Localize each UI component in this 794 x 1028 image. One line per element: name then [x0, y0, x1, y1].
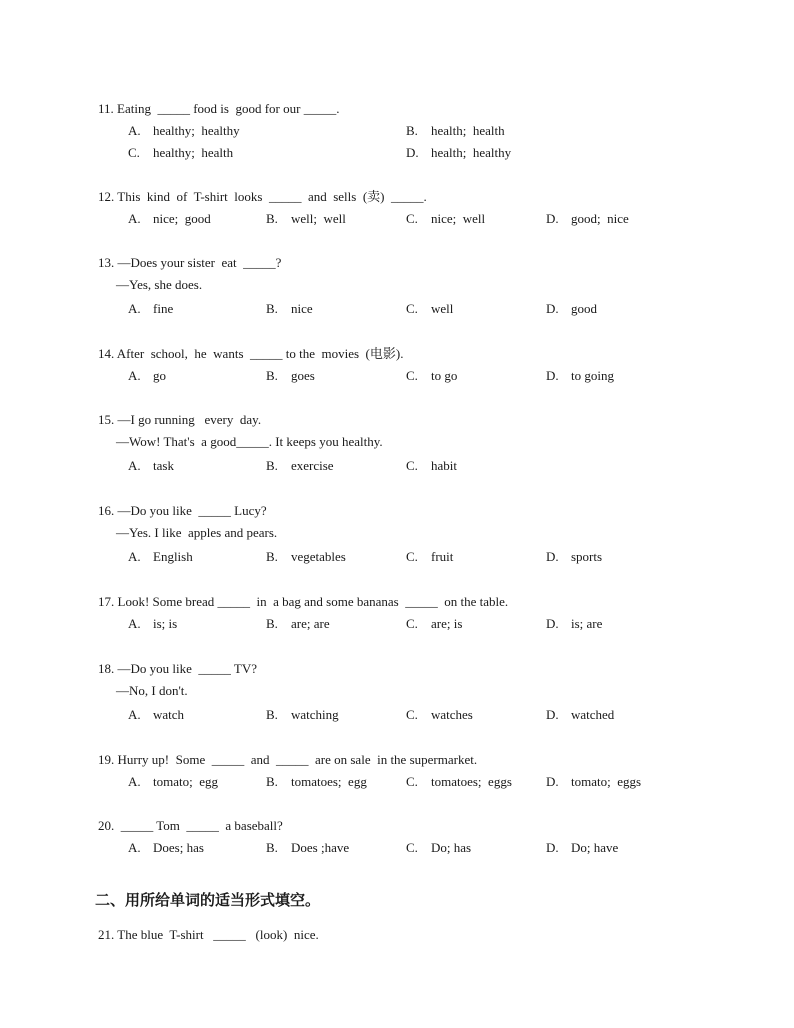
option-d[interactable] — [546, 211, 629, 227]
option-a[interactable] — [128, 211, 211, 227]
option-b[interactable] — [266, 616, 330, 632]
option-letter: B. — [266, 616, 278, 631]
question-14 — [98, 346, 738, 390]
option-text: tomato; egg — [153, 774, 218, 789]
option-text: sports — [571, 549, 603, 564]
option-letter: A. — [128, 707, 141, 722]
option-letter: A. — [128, 616, 141, 631]
option-letter: A. — [128, 549, 141, 564]
option-letter: C. — [406, 840, 418, 855]
option-b[interactable] — [266, 840, 349, 856]
question-stem: 13. —Does your sister eat _____? — [98, 255, 282, 270]
options-row — [98, 707, 738, 723]
option-d[interactable] — [546, 774, 641, 790]
option-c[interactable] — [406, 774, 512, 790]
question-12 — [98, 189, 738, 233]
option-text: healthy; healthy — [153, 123, 240, 138]
options-row — [98, 145, 738, 161]
option-text: healthy; health — [153, 145, 234, 160]
option-letter: B. — [266, 840, 278, 855]
option-c[interactable] — [406, 458, 457, 474]
option-text: habit — [431, 458, 457, 473]
question-stem: 20. _____ Tom _____ a baseball? — [98, 818, 283, 833]
options-row — [98, 840, 738, 856]
option-c[interactable] — [406, 301, 453, 317]
option-letter: C. — [406, 211, 418, 226]
option-d[interactable] — [546, 840, 618, 856]
option-text: nice — [291, 301, 313, 316]
question-19 — [98, 752, 738, 796]
option-text: fine — [153, 301, 174, 316]
option-text: health; health — [431, 123, 505, 138]
option-c[interactable] — [406, 211, 485, 227]
option-a[interactable] — [128, 458, 174, 474]
question-stem: 15. —I go running every day. — [98, 412, 262, 427]
option-letter: D. — [546, 301, 559, 316]
option-text: tomatoes; egg — [291, 774, 367, 789]
option-a[interactable] — [128, 368, 166, 384]
option-text: is; are — [571, 616, 603, 631]
question-18 — [98, 661, 738, 729]
option-text: are; are — [291, 616, 330, 631]
question-stem: 12. This kind of T-shirt looks _____ and sells (卖) _____. — [98, 189, 427, 204]
options-row — [98, 549, 738, 565]
question-stem: 16. —Do you like _____ Lucy? — [98, 503, 267, 518]
option-letter: D. — [546, 549, 559, 564]
question-21: 21. The blue T-shirt _____ (look) nice. — [98, 927, 319, 942]
option-letter: D. — [546, 368, 559, 383]
option-letter: C. — [128, 145, 140, 160]
option-text: vegetables — [291, 549, 346, 564]
option-text: health; healthy — [431, 145, 512, 160]
option-letter: D. — [546, 774, 559, 789]
option-d[interactable] — [406, 145, 511, 161]
option-d[interactable] — [546, 707, 614, 723]
option-letter: D. — [546, 616, 559, 631]
option-text: watching — [291, 707, 339, 722]
option-letter: A. — [128, 774, 141, 789]
option-c[interactable] — [406, 840, 471, 856]
option-c[interactable] — [406, 549, 453, 565]
option-text: go — [153, 368, 166, 383]
options-row — [98, 123, 738, 139]
option-letter: C. — [406, 707, 418, 722]
option-letter: B. — [266, 549, 278, 564]
question-17 — [98, 594, 738, 638]
option-text: goes — [291, 368, 315, 383]
option-text: Do; have — [571, 840, 619, 855]
option-text: Do; has — [431, 840, 472, 855]
option-text: nice; good — [153, 211, 211, 226]
option-letter: C. — [406, 774, 418, 789]
option-a[interactable] — [128, 616, 177, 632]
option-b[interactable] — [406, 123, 505, 139]
option-letter: C. — [406, 616, 418, 631]
option-a[interactable] — [128, 301, 173, 317]
question-stem: 17. Look! Some bread _____ in a bag and some bananas _____ on the table. — [98, 594, 509, 609]
question-stem: 11. Eating _____ food is good for our _____. — [98, 101, 340, 116]
option-text: nice; well — [431, 211, 486, 226]
option-text: watched — [571, 707, 615, 722]
option-text: Does; has — [153, 840, 204, 855]
option-text: watch — [153, 707, 185, 722]
option-a[interactable] — [128, 774, 218, 790]
option-b[interactable] — [266, 458, 334, 474]
question-stem: 19. Hurry up! Some _____ and _____ are on sale in the supermarket. — [98, 752, 478, 767]
option-letter: A. — [128, 301, 141, 316]
option-a[interactable] — [128, 707, 184, 723]
option-letter: B. — [266, 774, 278, 789]
section-title: 二、用所给单词的适当形式填空。 — [95, 891, 321, 909]
option-d[interactable] — [546, 301, 597, 317]
option-letter: A. — [128, 211, 141, 226]
option-letter: B. — [266, 458, 278, 473]
option-text: to go — [431, 368, 458, 383]
option-d[interactable] — [546, 368, 614, 384]
question-dialogue: —Yes. I like apples and pears. — [116, 525, 278, 540]
option-letter: C. — [406, 301, 418, 316]
option-letter: A. — [128, 368, 141, 383]
question-stem: 18. —Do you like _____ TV? — [98, 661, 257, 676]
options-row — [98, 616, 738, 632]
question-13 — [98, 255, 738, 323]
option-d[interactable] — [546, 549, 602, 565]
option-c[interactable] — [406, 707, 473, 723]
question-stem: 14. After school, he wants _____ to the movies (电影). — [98, 346, 404, 361]
option-c[interactable] — [406, 616, 462, 632]
option-a[interactable] — [128, 549, 193, 565]
options-row — [98, 211, 738, 227]
option-text: English — [153, 549, 193, 564]
option-letter: B. — [266, 301, 278, 316]
option-letter: B. — [406, 123, 418, 138]
option-letter: C. — [406, 549, 418, 564]
option-b[interactable] — [266, 707, 339, 723]
option-d[interactable] — [546, 616, 602, 632]
option-text: task — [153, 458, 174, 473]
option-b[interactable] — [266, 211, 346, 227]
question-20 — [98, 818, 738, 862]
option-text: are; is — [431, 616, 463, 631]
option-letter: B. — [266, 368, 278, 383]
option-c[interactable] — [406, 368, 457, 384]
option-text: watches — [431, 707, 473, 722]
option-letter: C. — [406, 368, 418, 383]
option-text: is; is — [153, 616, 178, 631]
option-text: well; well — [291, 211, 346, 226]
question-15 — [98, 412, 738, 480]
question-dialogue: —Wow! That's a good_____. It keeps you healthy. — [116, 434, 383, 449]
options-row — [98, 774, 738, 790]
option-text: tomatoes; eggs — [431, 774, 512, 789]
option-text: Does ;have — [291, 840, 350, 855]
option-b[interactable] — [266, 549, 346, 565]
option-letter: B. — [266, 707, 278, 722]
option-b[interactable] — [266, 301, 313, 317]
option-text: tomato; eggs — [571, 774, 642, 789]
options-row — [98, 301, 738, 317]
option-a[interactable] — [128, 840, 204, 856]
option-letter: B. — [266, 211, 278, 226]
option-text: well — [431, 301, 454, 316]
option-b[interactable] — [266, 774, 367, 790]
option-b[interactable] — [266, 368, 315, 384]
question-16 — [98, 503, 738, 571]
option-letter: C. — [406, 458, 418, 473]
option-c[interactable] — [128, 145, 233, 161]
question-dialogue: —No, I don't. — [116, 683, 188, 698]
option-letter: A. — [128, 123, 141, 138]
question-11 — [98, 101, 738, 167]
options-row — [98, 458, 738, 474]
question-dialogue: —Yes, she does. — [116, 277, 203, 292]
options-row — [98, 368, 738, 384]
option-letter: A. — [128, 458, 141, 473]
option-letter: D. — [546, 707, 559, 722]
option-text: fruit — [431, 549, 454, 564]
option-letter: D. — [546, 840, 559, 855]
option-text: good — [571, 301, 597, 316]
option-letter: D. — [406, 145, 419, 160]
option-a[interactable] — [128, 123, 240, 139]
option-text: to going — [571, 368, 614, 383]
option-text: exercise — [291, 458, 334, 473]
option-letter: D. — [546, 211, 559, 226]
option-letter: A. — [128, 840, 141, 855]
option-text: good; nice — [571, 211, 629, 226]
